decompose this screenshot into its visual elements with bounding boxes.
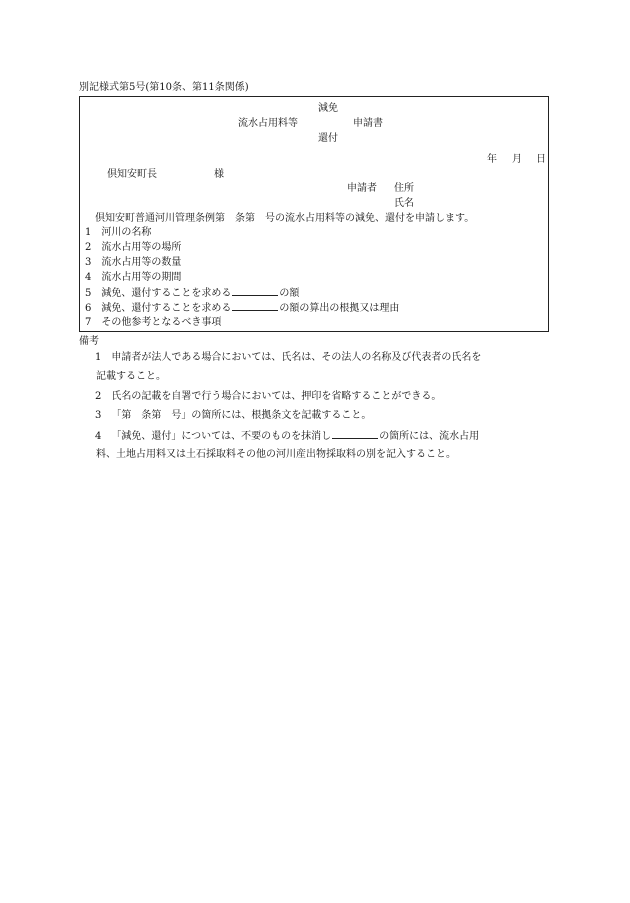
- note-text: 「減免、還付」については、不要のものを抹消し: [111, 431, 332, 442]
- form-item: [85, 316, 221, 330]
- form-item-number: 1: [85, 227, 92, 238]
- date-month-label: 月: [512, 154, 522, 165]
- notes-heading: 備考: [79, 336, 99, 347]
- title-reduction: 減免: [318, 103, 338, 114]
- note-number: 3: [95, 410, 102, 421]
- title-refund: 還付: [318, 133, 338, 144]
- form-item-label: 流水占用等の場所: [101, 242, 182, 253]
- form-item-number: 6: [85, 303, 92, 314]
- form-item: [85, 286, 299, 301]
- application-statement: 倶知安町普通河川管理条例第 条第 号の流水占用料等の減免、還付を申請します。: [95, 213, 475, 224]
- note-number: 2: [95, 391, 102, 402]
- form-item: [85, 271, 181, 285]
- form-item-number: 2: [85, 242, 92, 253]
- fill-in-blank: [232, 286, 278, 296]
- note-item: [95, 390, 441, 404]
- form-item-label: 流水占用等の数量: [101, 257, 182, 268]
- note-text-cont: の箇所には、流水占用: [379, 431, 480, 442]
- form-item-number: 3: [85, 257, 92, 268]
- note-number: 4: [95, 431, 102, 442]
- note-item: [95, 429, 479, 444]
- fill-in-blank: [232, 301, 278, 311]
- applicant-label: 申請者: [347, 183, 377, 194]
- address-label: 住所: [394, 183, 414, 194]
- note-continuation: 料、土地占用料又は土石採取料その他の河川産出物採取料の別を記入すること。: [96, 449, 456, 460]
- note-text: 申請者が法人である場合においては、氏名は、その法人の名称及び代表者の氏名を: [111, 352, 482, 363]
- addressee: 倶知安町長: [107, 169, 157, 180]
- title-request: 申請書: [353, 118, 383, 129]
- note-item: [95, 409, 371, 423]
- form-item: [85, 301, 399, 316]
- addressee-honorific: 様: [214, 169, 224, 180]
- form-item-number: 5: [85, 288, 92, 299]
- note-number: 1: [95, 352, 102, 363]
- form-item-label: 減免、還付することを求める: [101, 303, 232, 314]
- fill-in-blank: [332, 429, 378, 439]
- form-item-label: その他参考となるべき事項: [101, 317, 222, 328]
- name-label: 氏名: [394, 198, 414, 209]
- form-item: [85, 241, 181, 255]
- form-item-suffix: の額の算出の根拠又は理由: [279, 303, 400, 314]
- note-item: [95, 351, 481, 365]
- form-item-number: 7: [85, 317, 92, 328]
- date-day-label: 日: [536, 154, 546, 165]
- note-text: 氏名の記載を自署で行う場合においては、押印を省略することができる。: [111, 391, 442, 402]
- form-item-label: 減免、還付することを求める: [101, 288, 232, 299]
- form-item-suffix: の額: [279, 288, 300, 299]
- date-year-label: 年: [487, 154, 497, 165]
- note-text: 「第 条第 号」の箇所には、根拠条文を記載すること。: [111, 410, 372, 421]
- title-main: 流水占用料等: [238, 118, 298, 129]
- form-item: [85, 256, 181, 270]
- form-item-label: 流水占用等の期間: [101, 272, 182, 283]
- note-continuation: 記載すること。: [96, 371, 166, 382]
- form-item: [85, 226, 151, 240]
- form-number-label: 別記様式第5号(第10条、第11条関係): [79, 82, 249, 93]
- form-item-number: 4: [85, 272, 92, 283]
- form-item-label: 河川の名称: [101, 227, 152, 238]
